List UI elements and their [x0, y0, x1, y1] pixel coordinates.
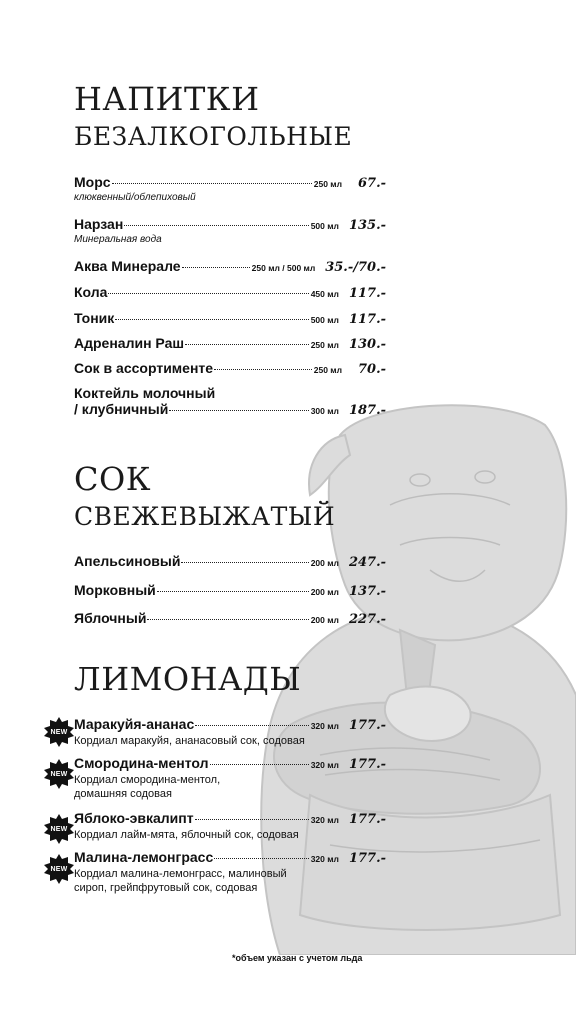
item-volume: 500 мл: [310, 221, 339, 231]
item-name: Яблочный: [74, 610, 147, 626]
badge-label: NEW: [50, 865, 68, 873]
item-description: Кордиал лайм-мята, яблочный сок, содовая: [74, 829, 299, 841]
item-price: 117.-: [348, 286, 386, 301]
new-badge: [44, 759, 74, 789]
item-price: 135.-: [348, 218, 386, 233]
item-name: Маракуйя-ананас: [74, 716, 195, 732]
item-name: Морс: [74, 174, 111, 190]
dot-leader: [108, 293, 308, 294]
item-volume: 320 мл: [310, 721, 339, 731]
menu-item: [74, 716, 386, 748]
item-volume: 250 мл: [310, 340, 339, 350]
menu-item: [74, 385, 386, 418]
item-price: 137.-: [348, 584, 386, 599]
item-name: Тоник: [74, 310, 115, 326]
item-volume: 250 мл: [313, 179, 342, 189]
menu-item: [74, 553, 386, 570]
dot-leader: [169, 410, 308, 411]
dot-leader: [115, 319, 308, 320]
item-price: 187.-: [348, 403, 386, 418]
menu-item: [74, 582, 386, 599]
item-price: 177.-: [348, 812, 386, 827]
badge-label: NEW: [50, 728, 68, 736]
item-price: 130.-: [348, 337, 386, 352]
dot-leader: [181, 562, 308, 563]
item-name: Адреналин Раш: [74, 335, 185, 351]
menu-item: [74, 216, 386, 245]
dot-leader: [195, 725, 308, 726]
item-description: Кордиал смородина-ментол, домашняя содовая: [74, 774, 221, 800]
dot-leader: [157, 591, 309, 592]
badge-label: NEW: [50, 825, 68, 833]
badge-label: NEW: [50, 770, 68, 778]
item-price: 247.-: [348, 555, 386, 570]
item-name: Смородина-ментол: [74, 755, 209, 771]
item-name: Аква Минерале: [74, 258, 181, 274]
item-description: Кордиал маракуйя, ананасовый сок, содовая: [74, 735, 305, 747]
item-price: 35.-/70.-: [325, 260, 386, 275]
dot-leader: [182, 267, 250, 268]
menu-item: [74, 174, 386, 203]
item-name: Сок в ассортименте: [74, 360, 214, 376]
menu-item: [74, 258, 386, 275]
menu-item: [74, 335, 386, 352]
dot-leader: [210, 764, 309, 765]
item-volume: 200 мл: [310, 615, 339, 625]
item-name: Малина-лемонграсс: [74, 849, 214, 865]
item-note: клюквенный/облепиховый: [74, 192, 196, 203]
item-volume: 250 мл: [313, 365, 342, 375]
item-name: Апельсиновый: [74, 553, 181, 569]
dot-leader: [147, 619, 308, 620]
item-name-line1: Коктейль молочный: [74, 385, 216, 401]
menu-item: [74, 284, 386, 301]
item-name: / клубничный: [74, 401, 169, 417]
dot-leader: [185, 344, 309, 345]
dot-leader: [124, 225, 308, 226]
dot-leader: [112, 183, 312, 184]
item-price: 117.-: [348, 312, 386, 327]
menu-item: [74, 360, 386, 377]
dot-leader: [214, 858, 308, 859]
item-price: 227.-: [348, 612, 386, 627]
item-volume: 500 мл: [310, 315, 339, 325]
menu-item: [74, 849, 386, 895]
section-subtitle-drinks: БЕЗАЛКОГОЛЬНЫЕ: [74, 122, 353, 151]
item-volume: 320 мл: [310, 854, 339, 864]
item-volume: 320 мл: [310, 815, 339, 825]
item-name: Морковный: [74, 582, 156, 598]
menu-item: [74, 810, 386, 842]
item-volume: 300 мл: [310, 406, 339, 416]
section-title-drinks: НАПИТКИ: [74, 80, 260, 118]
section-title-juice: СОК: [74, 460, 151, 498]
section-title-lemonades: ЛИМОНАДЫ: [74, 660, 302, 698]
dot-leader: [195, 819, 309, 820]
new-badge: [44, 717, 74, 747]
item-price: 177.-: [348, 718, 386, 733]
item-price: 177.-: [348, 757, 386, 772]
item-name: Нарзан: [74, 216, 124, 232]
menu-item: [74, 610, 386, 627]
item-volume: 450 мл: [310, 289, 339, 299]
new-badge: [44, 814, 74, 844]
item-volume: 200 мл: [310, 558, 339, 568]
item-price: 177.-: [348, 851, 386, 866]
item-volume: 250 мл / 500 мл: [251, 263, 316, 273]
menu-item: [74, 310, 386, 327]
item-name: Кола: [74, 284, 108, 300]
menu-item: [74, 755, 386, 801]
item-price: 67.-: [357, 176, 386, 191]
footnote: *объем указан с учетом льда: [232, 953, 363, 963]
item-name: Яблоко-эвкалипт: [74, 810, 194, 826]
item-volume: 320 мл: [310, 760, 339, 770]
item-price: 70.-: [357, 362, 386, 377]
dot-leader: [214, 369, 312, 370]
section-subtitle-juice: СВЕЖЕВЫЖАТЫЙ: [74, 502, 336, 531]
item-volume: 200 мл: [310, 587, 339, 597]
new-badge: [44, 854, 74, 884]
item-description: Кордиал малина-лемонграсс, малиновый сироп, грейпфрутовый сок, содовая: [74, 868, 287, 894]
item-note: Минеральная вода: [74, 234, 162, 245]
